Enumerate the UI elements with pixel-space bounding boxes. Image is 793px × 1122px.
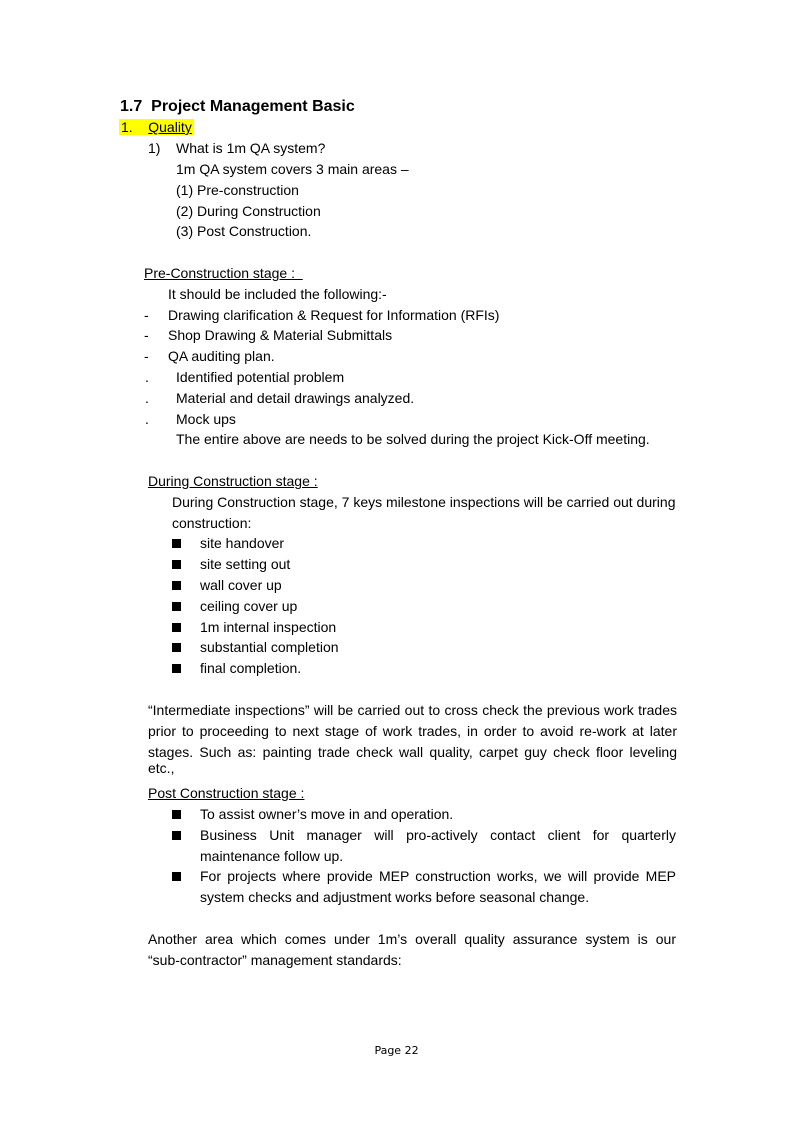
quality-heading bbox=[119, 119, 194, 135]
dash-bullet: - bbox=[144, 327, 149, 343]
post-item-text: For projects where provide MEP construction works, we will provide MEP bbox=[200, 868, 676, 884]
milestone-item bbox=[172, 556, 291, 572]
dot-bullet: . bbox=[145, 390, 149, 406]
dash-bullet: - bbox=[144, 348, 149, 364]
paragraph-line: stages. Such as: painting trade check wall quality, carpet guy check floor leveling etc., bbox=[148, 744, 677, 776]
post-item bbox=[172, 806, 181, 822]
during-intro-line: During Construction stage, 7 keys milestone inspections will be carried out during bbox=[172, 494, 676, 510]
pre-construction-intro: It should be included the following:- bbox=[168, 286, 387, 302]
square-bullet-icon bbox=[172, 831, 181, 840]
milestone-item bbox=[172, 577, 282, 593]
dot-item: Identified potential problem bbox=[176, 369, 345, 385]
question-text: What is 1m QA system? bbox=[176, 140, 326, 156]
section-title bbox=[120, 98, 355, 116]
during-intro-line: construction: bbox=[172, 515, 252, 531]
page-number: Page 22 bbox=[374, 1044, 419, 1057]
dot-bullet: . bbox=[145, 369, 149, 385]
milestone-label: substantial completion bbox=[200, 639, 339, 655]
milestone-label: wall cover up bbox=[200, 577, 282, 593]
milestone-item bbox=[172, 598, 298, 614]
closing-line: “sub-contractor” management standards: bbox=[148, 952, 402, 968]
section-number: 1.7 bbox=[120, 98, 143, 115]
square-bullet-icon bbox=[172, 643, 181, 652]
post-item-text: system checks and adjustment works before seasonal change. bbox=[200, 889, 590, 905]
area-item: (3) Post Construction. bbox=[176, 223, 312, 239]
milestone-label: final completion. bbox=[200, 660, 302, 676]
pre-construction-heading bbox=[144, 265, 303, 281]
paragraph-line: prior to proceeding to next stage of work trades, in order to avoid re-work at later bbox=[148, 723, 677, 739]
pre-construction-closing: The entire above are needs to be solved during the project Kick-Off meeting. bbox=[176, 431, 650, 447]
milestone-label: ceiling cover up bbox=[200, 598, 298, 614]
square-bullet-icon bbox=[172, 539, 181, 548]
dot-bullet: . bbox=[145, 411, 149, 427]
milestone-label: site handover bbox=[200, 535, 285, 551]
milestone-label: site setting out bbox=[200, 556, 291, 572]
closing-line: Another area which comes under 1m’s overall quality assurance system is our bbox=[148, 931, 676, 947]
square-bullet-icon bbox=[172, 810, 181, 819]
area-item: (1) Pre-construction bbox=[176, 182, 299, 198]
intermediate-paragraph bbox=[148, 702, 677, 776]
answer-intro: 1m QA system covers 3 main areas – bbox=[176, 161, 409, 177]
post-construction-heading: Post Construction stage : bbox=[148, 785, 305, 801]
square-bullet-icon bbox=[172, 602, 181, 611]
dash-item: QA auditing plan. bbox=[168, 348, 275, 364]
square-bullet-icon bbox=[172, 581, 181, 590]
milestone-item bbox=[172, 619, 337, 635]
quality-number: 1. bbox=[121, 119, 133, 135]
dash-item: Shop Drawing & Material Submittals bbox=[168, 327, 393, 343]
during-construction-heading: During Construction stage : bbox=[148, 473, 318, 489]
post-item bbox=[172, 868, 181, 884]
question-number: 1) bbox=[148, 140, 161, 156]
section-title-text: Project Management Basic bbox=[151, 98, 355, 115]
square-bullet-icon bbox=[172, 872, 181, 881]
quality-label: Quality bbox=[148, 119, 192, 135]
pre-construction-heading-text: Pre-Construction stage : bbox=[144, 265, 295, 281]
milestone-item bbox=[172, 639, 339, 655]
post-item-text: maintenance follow up. bbox=[200, 848, 344, 864]
milestone-label: 1m internal inspection bbox=[200, 619, 337, 635]
dot-item: Material and detail drawings analyzed. bbox=[176, 390, 415, 406]
paragraph-line: “Intermediate inspections” will be carried out to cross check the previous work trades bbox=[148, 702, 677, 718]
milestone-item bbox=[172, 535, 285, 551]
milestone-item bbox=[172, 660, 302, 676]
post-item bbox=[172, 827, 181, 843]
area-item: (2) During Construction bbox=[176, 203, 321, 219]
dot-item: Mock ups bbox=[176, 411, 236, 427]
square-bullet-icon bbox=[172, 560, 181, 569]
post-item-text: Business Unit manager will pro-actively contact client for quarterly bbox=[200, 827, 676, 843]
dash-item: Drawing clarification & Request for Information (RFIs) bbox=[168, 307, 500, 323]
square-bullet-icon bbox=[172, 623, 181, 632]
square-bullet-icon bbox=[172, 664, 181, 673]
dash-bullet: - bbox=[144, 307, 149, 323]
post-item-text: To assist owner’s move in and operation. bbox=[200, 806, 454, 822]
